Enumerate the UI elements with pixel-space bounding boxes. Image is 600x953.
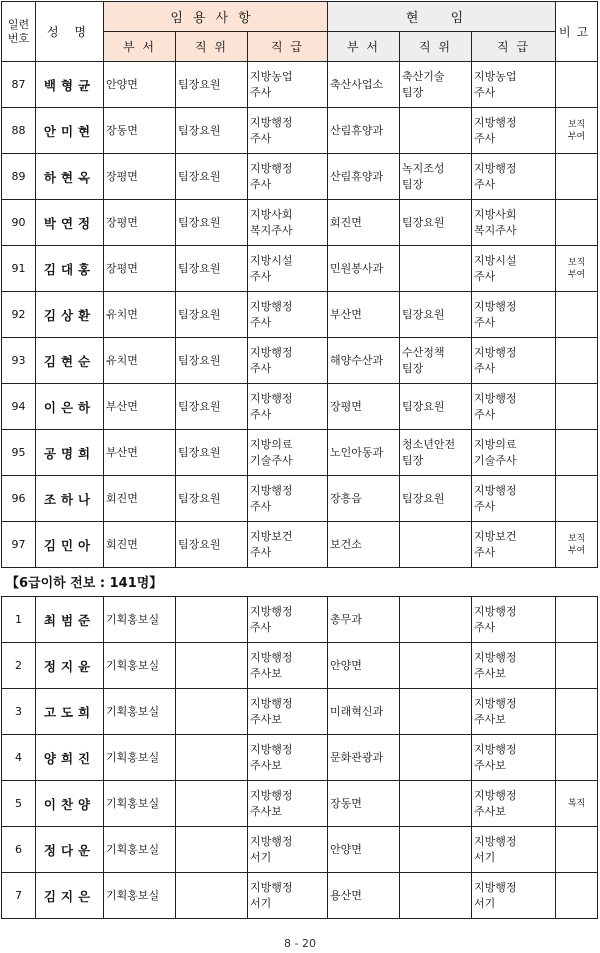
current-position (400, 873, 472, 919)
current-grade-line1: 지방행정 (474, 696, 517, 710)
appointment-position: 팀장요원 (176, 108, 248, 154)
table-row (2, 384, 598, 430)
current-grade (472, 689, 556, 735)
appointment-position: 팀장요원 (176, 200, 248, 246)
current-grade (472, 597, 556, 643)
person-name: 고도희 (36, 689, 104, 735)
current-position-line1: 팀장요원 (402, 491, 445, 505)
person-name: 김지은 (36, 873, 104, 919)
appointment-grade-line2: 서기 (250, 896, 272, 910)
appointment-position: 팀장요원 (176, 154, 248, 200)
current-grade-line1: 지방행정 (474, 650, 517, 664)
header-appointment-dept: 부 서 (104, 32, 176, 62)
current-grade-line2: 주사 (474, 315, 496, 329)
person-name: 김민아 (36, 522, 104, 568)
current-dept: 안양면 (328, 643, 400, 689)
current-dept: 해양수산과 (328, 338, 400, 384)
appointment-grade-line2: 주사 (250, 361, 272, 375)
current-dept: 산림휴양과 (328, 108, 400, 154)
remark (556, 735, 598, 781)
appointment-grade (248, 522, 328, 568)
serial-number: 90 (2, 200, 36, 246)
serial-number: 5 (2, 781, 36, 827)
current-grade-line1: 지방행정 (474, 880, 517, 894)
person-name: 김대홍 (36, 246, 104, 292)
serial-number: 92 (2, 292, 36, 338)
appointment-grade-line1: 지방행정 (250, 696, 293, 710)
current-grade-line2: 주사보 (474, 666, 506, 680)
appointment-dept: 기획홍보실 (104, 873, 176, 919)
current-dept: 장평면 (328, 384, 400, 430)
current-position (400, 108, 472, 154)
current-dept: 노인아동과 (328, 430, 400, 476)
current-grade-line2: 주사 (474, 545, 496, 559)
current-position (400, 200, 472, 246)
personnel-table-top (1, 1, 598, 568)
current-dept: 축산사업소 (328, 62, 400, 108)
appointment-dept: 기획홍보실 (104, 597, 176, 643)
table-row (2, 476, 598, 522)
appointment-grade (248, 62, 328, 108)
appointment-grade-line1: 지방행정 (250, 391, 293, 405)
current-grade (472, 108, 556, 154)
current-position-line2: 팀장 (402, 85, 424, 99)
appointment-position: 팀장요원 (176, 476, 248, 522)
current-grade-line1: 지방시설 (474, 253, 517, 267)
appointment-grade-line1: 지방행정 (250, 604, 293, 618)
current-dept: 민원봉사과 (328, 246, 400, 292)
table-row (2, 62, 598, 108)
current-position (400, 338, 472, 384)
appointment-grade-line1: 지방의료 (250, 437, 293, 451)
current-grade-line1: 지방행정 (474, 483, 517, 497)
appointment-dept: 유치면 (104, 292, 176, 338)
person-name: 김현순 (36, 338, 104, 384)
current-grade-line1: 지방행정 (474, 788, 517, 802)
remark: 보직 부여 (556, 522, 598, 568)
appointment-grade-line2: 주사 (250, 315, 272, 329)
appointment-dept: 안양면 (104, 62, 176, 108)
current-grade-line2: 주사 (474, 177, 496, 191)
current-grade-line1: 지방행정 (474, 742, 517, 756)
current-grade-line2: 서기 (474, 850, 496, 864)
person-name: 백형균 (36, 62, 104, 108)
serial-number: 1 (2, 597, 36, 643)
appointment-position (176, 827, 248, 873)
current-grade-line1: 지방행정 (474, 345, 517, 359)
current-grade (472, 338, 556, 384)
appointment-grade (248, 735, 328, 781)
appointment-grade-line2: 주사 (250, 499, 272, 513)
header-current-position: 직 위 (400, 32, 472, 62)
remark (556, 62, 598, 108)
current-position (400, 476, 472, 522)
current-position-line1: 팀장요원 (402, 307, 445, 321)
current-grade (472, 62, 556, 108)
table-row (2, 873, 598, 919)
current-position (400, 689, 472, 735)
person-name: 공명희 (36, 430, 104, 476)
current-grade (472, 246, 556, 292)
current-position (400, 781, 472, 827)
appointment-grade-line2: 주사 (250, 131, 272, 145)
appointment-position (176, 643, 248, 689)
personnel-table-bottom (1, 596, 598, 919)
appointment-grade-line2: 주사 (250, 177, 272, 191)
current-grade (472, 476, 556, 522)
remark (556, 292, 598, 338)
appointment-dept: 장평면 (104, 246, 176, 292)
current-dept: 총무과 (328, 597, 400, 643)
appointment-position (176, 597, 248, 643)
current-grade (472, 292, 556, 338)
appointment-grade-line2: 주사 (250, 545, 272, 559)
remark (556, 689, 598, 735)
appointment-position: 팀장요원 (176, 62, 248, 108)
appointment-grade-line1: 지방행정 (250, 345, 293, 359)
current-position-line2: 팀장 (402, 453, 424, 467)
appointment-grade (248, 246, 328, 292)
appointment-dept: 유치면 (104, 338, 176, 384)
appointment-grade-line1: 지방보건 (250, 529, 293, 543)
current-grade (472, 781, 556, 827)
appointment-grade-line1: 지방행정 (250, 299, 293, 313)
appointment-grade-line1: 지방행정 (250, 742, 293, 756)
person-name: 이은하 (36, 384, 104, 430)
appointment-dept: 장평면 (104, 200, 176, 246)
appointment-grade-line2: 기술주사 (250, 453, 293, 467)
person-name: 김상환 (36, 292, 104, 338)
table-row (2, 643, 598, 689)
current-grade-line1: 지방행정 (474, 391, 517, 405)
current-position-line1: 녹지조성 (402, 161, 445, 175)
appointment-grade-line1: 지방행정 (250, 880, 293, 894)
serial-number: 88 (2, 108, 36, 154)
appointment-grade (248, 597, 328, 643)
remark (556, 476, 598, 522)
appointment-grade (248, 643, 328, 689)
current-grade-line1: 지방행정 (474, 115, 517, 129)
appointment-dept: 회진면 (104, 522, 176, 568)
appointment-position: 팀장요원 (176, 338, 248, 384)
current-grade-line1: 지방의료 (474, 437, 517, 451)
current-position (400, 62, 472, 108)
remark (556, 873, 598, 919)
current-grade-line1: 지방행정 (474, 161, 517, 175)
appointment-dept: 부산면 (104, 430, 176, 476)
current-dept: 회진면 (328, 200, 400, 246)
current-grade (472, 522, 556, 568)
table-row (2, 597, 598, 643)
current-position-line1: 축산기술 (402, 69, 445, 83)
table-row (2, 430, 598, 476)
appointment-position: 팀장요원 (176, 292, 248, 338)
header-appointment: 임용사항 (104, 2, 328, 32)
appointment-position: 팀장요원 (176, 384, 248, 430)
current-dept: 미래혁신과 (328, 689, 400, 735)
person-name: 박연정 (36, 200, 104, 246)
person-name: 정다운 (36, 827, 104, 873)
person-name: 이찬양 (36, 781, 104, 827)
appointment-grade-line1: 지방행정 (250, 483, 293, 497)
current-position (400, 292, 472, 338)
current-position (400, 522, 472, 568)
serial-number: 6 (2, 827, 36, 873)
current-dept: 용산면 (328, 873, 400, 919)
current-position (400, 643, 472, 689)
header-current: 현 임 (328, 2, 556, 32)
current-position (400, 430, 472, 476)
current-grade-line2: 기술주사 (474, 453, 517, 467)
serial-number: 91 (2, 246, 36, 292)
current-grade (472, 154, 556, 200)
appointment-grade (248, 827, 328, 873)
current-grade (472, 430, 556, 476)
appointment-grade (248, 873, 328, 919)
table-row (2, 292, 598, 338)
appointment-dept: 기획홍보실 (104, 735, 176, 781)
header-serial-number: 일련 번호 (2, 2, 36, 62)
remark: 복직 (556, 781, 598, 827)
person-name: 하현옥 (36, 154, 104, 200)
current-grade-line1: 지방행정 (474, 299, 517, 313)
current-position-line1: 팀장요원 (402, 215, 445, 229)
current-grade-line2: 주사보 (474, 712, 506, 726)
appointment-grade-line2: 서기 (250, 850, 272, 864)
remark: 보직 부여 (556, 246, 598, 292)
appointment-dept: 기획홍보실 (104, 643, 176, 689)
table-row (2, 108, 598, 154)
appointment-grade-line1: 지방행정 (250, 115, 293, 129)
serial-number: 3 (2, 689, 36, 735)
current-position (400, 246, 472, 292)
appointment-grade-line1: 지방시설 (250, 253, 293, 267)
table-row (2, 246, 598, 292)
appointment-grade (248, 292, 328, 338)
table-row (2, 522, 598, 568)
current-grade-line2: 주사 (474, 131, 496, 145)
current-grade-line1: 지방농업 (474, 69, 517, 83)
current-grade-line2: 주사 (474, 407, 496, 421)
current-position-line1: 청소년안전 (402, 437, 456, 451)
serial-number: 7 (2, 873, 36, 919)
appointment-grade-line2: 주사 (250, 269, 272, 283)
remark (556, 338, 598, 384)
remark (556, 384, 598, 430)
remark: 보직 부여 (556, 108, 598, 154)
current-grade (472, 827, 556, 873)
current-position-line2: 팀장 (402, 361, 424, 375)
table-row (2, 200, 598, 246)
current-dept: 장흥읍 (328, 476, 400, 522)
current-grade-line2: 주사보 (474, 758, 506, 772)
remark (556, 154, 598, 200)
serial-number: 97 (2, 522, 36, 568)
appointment-grade-line2: 주사 (250, 85, 272, 99)
appointment-position: 팀장요원 (176, 430, 248, 476)
appointment-dept: 기획홍보실 (104, 689, 176, 735)
header-current-grade: 직 급 (472, 32, 556, 62)
appointment-grade (248, 476, 328, 522)
header-appointment-grade: 직 급 (248, 32, 328, 62)
appointment-position (176, 689, 248, 735)
appointment-dept: 장평면 (104, 154, 176, 200)
appointment-dept: 기획홍보실 (104, 827, 176, 873)
current-grade (472, 384, 556, 430)
appointment-grade (248, 689, 328, 735)
person-name: 안미현 (36, 108, 104, 154)
current-position-line1: 팀장요원 (402, 399, 445, 413)
appointment-dept: 회진면 (104, 476, 176, 522)
current-position-line1: 수산정책 (402, 345, 445, 359)
appointment-grade (248, 781, 328, 827)
appointment-grade-line1: 지방행정 (250, 834, 293, 848)
current-position-line2: 팀장 (402, 177, 424, 191)
remark (556, 430, 598, 476)
current-dept: 문화관광과 (328, 735, 400, 781)
current-grade-line2: 복지주사 (474, 223, 517, 237)
current-grade (472, 200, 556, 246)
current-position (400, 597, 472, 643)
person-name: 정지윤 (36, 643, 104, 689)
appointment-position (176, 735, 248, 781)
appointment-position: 팀장요원 (176, 246, 248, 292)
current-dept: 장동면 (328, 781, 400, 827)
header-name: 성 명 (36, 2, 104, 62)
table-row (2, 827, 598, 873)
appointment-position (176, 781, 248, 827)
appointment-grade (248, 154, 328, 200)
serial-number: 93 (2, 338, 36, 384)
appointment-grade (248, 430, 328, 476)
section-title: 【6급이하 전보 : 141명】 (6, 576, 163, 591)
appointment-grade (248, 200, 328, 246)
current-position (400, 827, 472, 873)
current-grade (472, 735, 556, 781)
appointment-grade-line2: 주사 (250, 620, 272, 634)
appointment-grade-line2: 주사보 (250, 712, 282, 726)
current-grade-line2: 주사 (474, 361, 496, 375)
appointment-grade-line1: 지방행정 (250, 788, 293, 802)
current-dept: 보건소 (328, 522, 400, 568)
current-dept: 안양면 (328, 827, 400, 873)
current-grade (472, 643, 556, 689)
remark (556, 200, 598, 246)
current-grade-line1: 지방보건 (474, 529, 517, 543)
appointment-grade-line2: 주사보 (250, 758, 282, 772)
table-row (2, 338, 598, 384)
current-grade (472, 873, 556, 919)
current-grade-line2: 주사 (474, 499, 496, 513)
appointment-grade-line1: 지방사회 (250, 207, 293, 221)
current-grade-line2: 주사 (474, 620, 496, 634)
appointment-grade (248, 384, 328, 430)
person-name: 조하나 (36, 476, 104, 522)
serial-number: 95 (2, 430, 36, 476)
current-grade-line1: 지방사회 (474, 207, 517, 221)
appointment-grade-line1: 지방행정 (250, 650, 293, 664)
appointment-grade-line2: 주사 (250, 407, 272, 421)
person-name: 양희진 (36, 735, 104, 781)
remark (556, 827, 598, 873)
serial-number: 89 (2, 154, 36, 200)
header-appointment-position: 직 위 (176, 32, 248, 62)
appointment-position (176, 873, 248, 919)
serial-number: 4 (2, 735, 36, 781)
appointment-grade-line1: 지방농업 (250, 69, 293, 83)
appointment-grade-line2: 복지주사 (250, 223, 293, 237)
appointment-dept: 부산면 (104, 384, 176, 430)
current-position (400, 735, 472, 781)
current-dept: 산림휴양과 (328, 154, 400, 200)
table-row (2, 689, 598, 735)
table-row (2, 154, 598, 200)
table-row (2, 735, 598, 781)
header-remark: 비고 (556, 2, 598, 62)
remark (556, 597, 598, 643)
appointment-grade (248, 338, 328, 384)
current-grade-line2: 주사 (474, 85, 496, 99)
current-dept: 부산면 (328, 292, 400, 338)
appointment-grade-line1: 지방행정 (250, 161, 293, 175)
person-name: 최범준 (36, 597, 104, 643)
serial-number: 87 (2, 62, 36, 108)
appointment-grade (248, 108, 328, 154)
serial-number: 2 (2, 643, 36, 689)
current-grade-line2: 주사보 (474, 804, 506, 818)
current-position (400, 154, 472, 200)
remark (556, 643, 598, 689)
current-grade-line2: 주사 (474, 269, 496, 283)
current-grade-line2: 서기 (474, 896, 496, 910)
current-grade-line1: 지방행정 (474, 604, 517, 618)
appointment-dept: 장동면 (104, 108, 176, 154)
current-position (400, 384, 472, 430)
appointment-grade-line2: 주사보 (250, 666, 282, 680)
serial-number: 96 (2, 476, 36, 522)
table-row (2, 781, 598, 827)
current-grade-line1: 지방행정 (474, 834, 517, 848)
header-current-dept: 부 서 (328, 32, 400, 62)
appointment-dept: 기획홍보실 (104, 781, 176, 827)
page-number: 8 - 20 (284, 937, 316, 950)
appointment-grade-line2: 주사보 (250, 804, 282, 818)
serial-number: 94 (2, 384, 36, 430)
appointment-position: 팀장요원 (176, 522, 248, 568)
